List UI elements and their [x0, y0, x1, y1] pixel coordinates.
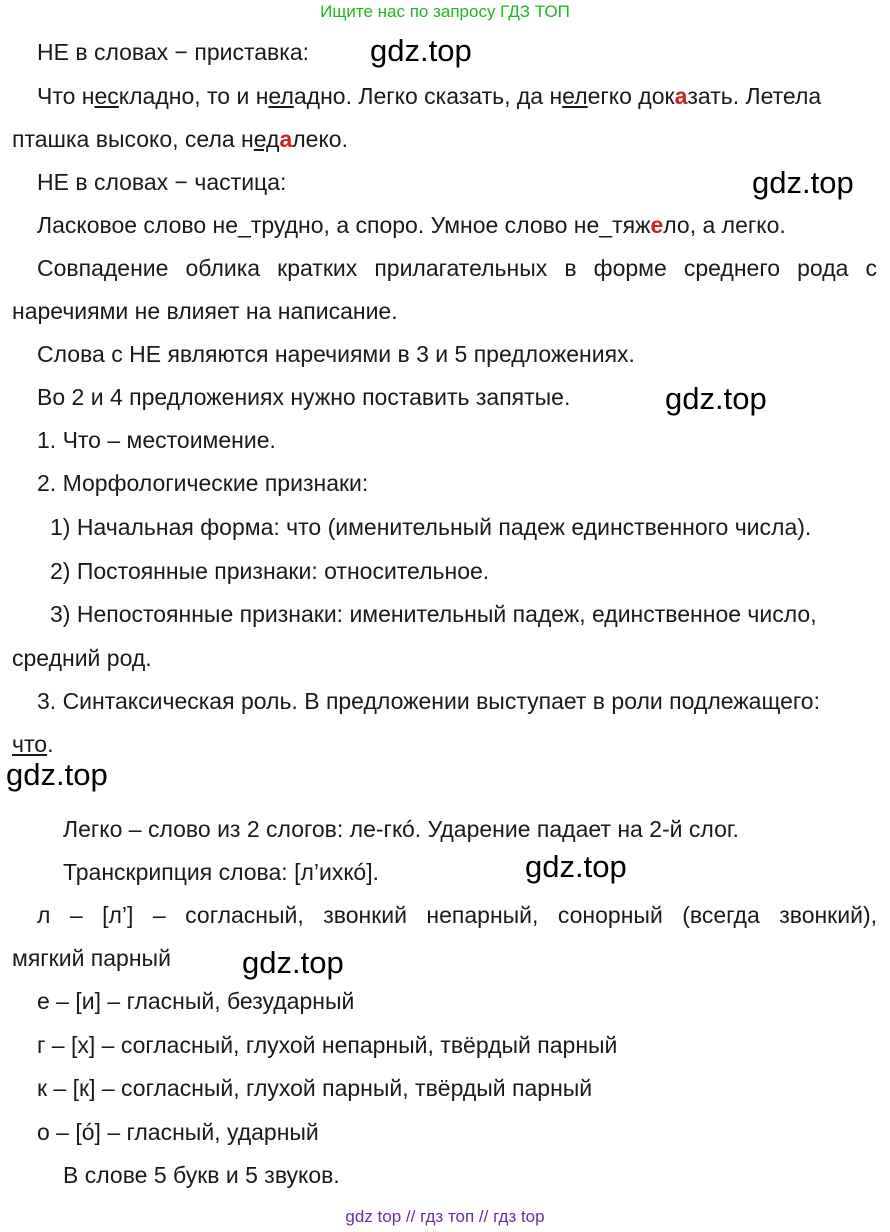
morph-subitem-continued: средний род.	[12, 645, 152, 671]
particle-example: Ласковое слово не_трудно, а споро. Умное слово не_тяжело, а легко.	[37, 212, 786, 238]
morph-subitem: 2) Постоянные признаки: относительное.	[50, 558, 490, 584]
particle-heading: НЕ в словах − частица:	[37, 169, 287, 195]
sound-row: л – [л’] – согласный, звонкий непарный, сонорный (всегда звонкий),	[37, 902, 877, 928]
watermark: gdz.top	[370, 33, 472, 68]
sound-row: е – [и] – гласный, безударный	[37, 988, 355, 1014]
sound-row-continued: мягкий парный	[12, 945, 171, 971]
paragraph-line: наречиями не влияет на написание.	[12, 298, 398, 324]
prefix-example-line-2: пташка высоко, села недалеко.	[12, 126, 348, 152]
paragraph-line: Слова с НЕ являются наречиями в 3 и 5 предложениях.	[37, 341, 635, 367]
paragraph-line: Совпадение облика кратких прилагательных в форме среднего рода с	[37, 255, 877, 281]
watermark: gdz.top	[242, 945, 344, 980]
morph-item: 1. Что – местоимение.	[37, 427, 276, 453]
watermark: gdz.top	[752, 165, 854, 200]
sound-row: к – [к] – согласный, глухой парный, твёрдый парный	[37, 1075, 593, 1101]
phonetic-intro: Легко – слово из 2 слогов: ле-гкó. Ударение падает на 2-й слог.	[63, 816, 739, 842]
morph-item: 2. Морфологические признаки:	[37, 470, 369, 496]
morph-item: 3. Синтаксическая роль. В предложении выступает в роли подлежащего:	[37, 688, 820, 714]
site-header-link[interactable]: Ищите нас по запросу ГДЗ ТОП	[320, 2, 570, 21]
phonetic-transcription: Транскрипция слова: [л’ихкó].	[63, 859, 379, 885]
watermark: gdz.top	[6, 757, 108, 792]
morph-subitem: 1) Начальная форма: что (именительный падеж единственного числа).	[50, 514, 812, 540]
sound-row: о – [ó] – гласный, ударный	[37, 1119, 319, 1145]
phonetic-summary: В слове 5 букв и 5 звуков.	[63, 1162, 340, 1188]
watermark: gdz.top	[665, 381, 767, 416]
site-footer-links[interactable]: gdz top // гдз топ // гдз top	[345, 1207, 545, 1226]
watermark: gdz.top	[525, 849, 627, 884]
paragraph-line: Во 2 и 4 предложениях нужно поставить запятые.	[37, 384, 571, 410]
prefix-example-line-1: Что нескладно, то и неладно. Легко сказать, да нелегко доказать. Летела	[37, 83, 822, 109]
sound-row: г – [х] – согласный, глухой непарный, твёрдый парный	[37, 1032, 618, 1058]
morph-item-continued: что.	[12, 731, 54, 757]
prefix-heading: НЕ в словах − приставка:	[37, 39, 310, 65]
morph-subitem: 3) Непостоянные признаки: именительный падеж, единственное число,	[50, 601, 817, 627]
